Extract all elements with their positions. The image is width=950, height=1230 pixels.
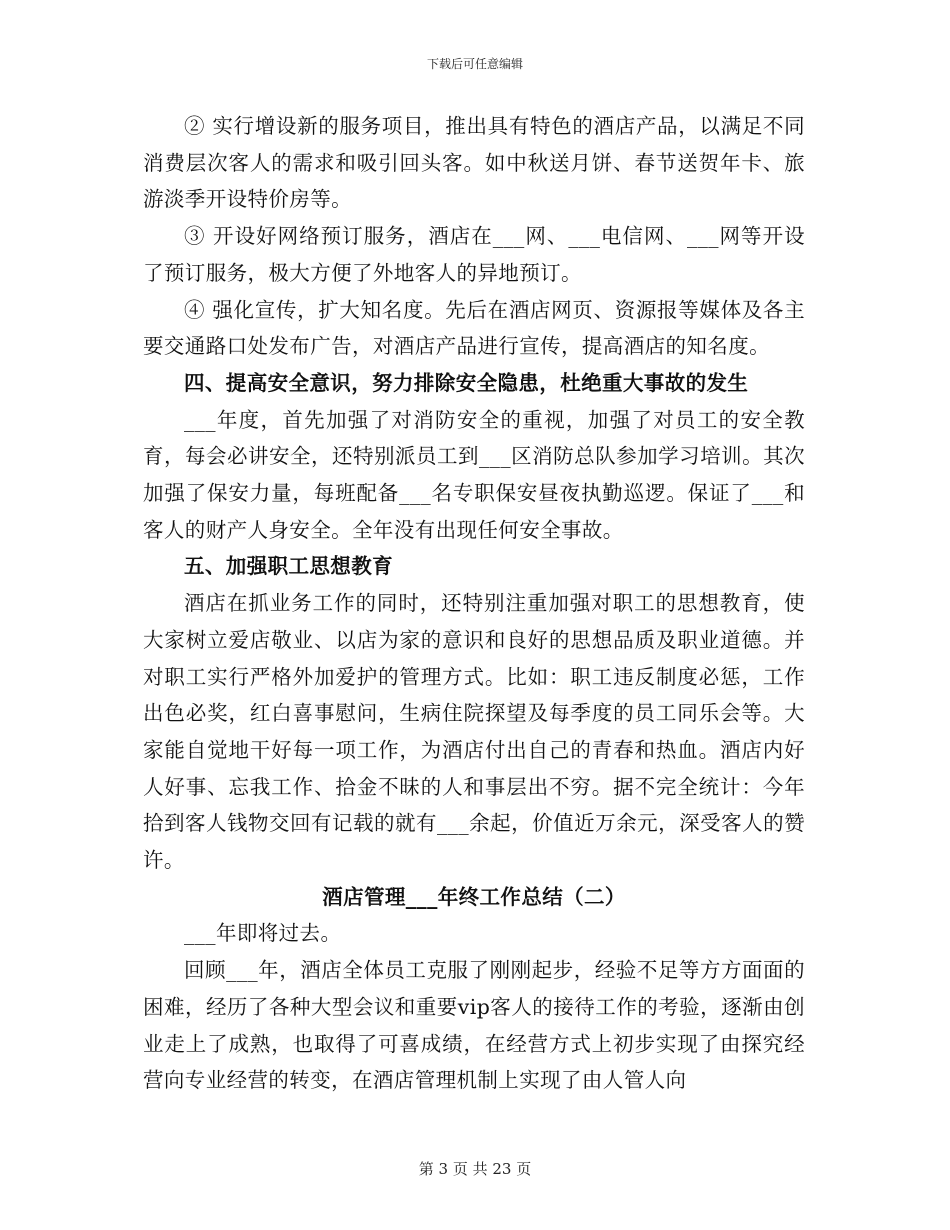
- paragraph-service-items: ② 实行增设新的服务项目，推出具有特色的酒店产品，以满足不同消费层次客人的需求和吸引回头客。如中秋送月饼、春节送贺年卡、旅游淡季开设特价房等。: [143, 114, 805, 212]
- document-body: [143, 108, 805, 1099]
- paragraph-review: 回顾___年，酒店全体员工克服了刚刚起步，经验不足等方方面面的困难，经历了各种大型会议和重要vip客人的接待工作的考验，逐渐由创业走上了成熟，也取得了可喜成绩，在经营方式上初步实现了由探究经营向专业经营的转变，在酒店管理机制上实现了由人管人向: [143, 958, 805, 1093]
- section-heading-education: 五、加强职工思想教育: [184, 554, 393, 579]
- paragraph-safety: ___年度，首先加强了对消防安全的重视，加强了对员工的安全教育，每会必讲安全，还特别派员工到___区消防总队参加学习培训。其次加强了保安力量，每班配备___名专职保安昼夜执勤巡逻。保证了___和客人的财产人身安全。全年没有出现任何安全事故。: [143, 407, 805, 542]
- document-title-part-two: 酒店管理___年终工作总结（二）: [322, 884, 626, 909]
- paragraph-publicity: ④ 强化宣传，扩大知名度。先后在酒店网页、资源报等媒体及各主要交通路口处发布广告，对酒店产品进行宣传，提高酒店的知名度。: [143, 297, 805, 359]
- paragraph-education: 酒店在抓业务工作的同时，还特别注重加强对职工的思想教育，使大家树立爱店敬业、以店为家的意识和良好的思想品质及职业道德。并对职工实行严格外加爱护的管理方式。比如：职工违反制度必惩，工作出色必奖，红白喜事慰问，生病住院探望及每季度的员工同乐会等。大家能自觉地干好每一项工作，为酒店付出自己的青春和热血。酒店内好人好事、忘我工作、拾金不昧的人和事层出不穷。据不完全统计：今年拾到客人钱物交回有记载的就有___余起，价值近万余元，深受客人的赞许。: [143, 591, 805, 873]
- page-header: 下载后可任意编辑: [426, 57, 523, 71]
- paragraph-year-ending: ___年即将过去。: [184, 921, 342, 946]
- paragraph-online-booking: ③ 开设好网络预订服务，酒店在___网、___电信网、___网等开设了预订服务，极大方便了外地客人的异地预订。: [143, 224, 805, 285]
- section-heading-safety: 四、提高安全意识，努力排除安全隐患，杜绝重大事故的发生: [184, 370, 749, 395]
- page-number: 第 3 页 共 23 页: [418, 1160, 532, 1178]
